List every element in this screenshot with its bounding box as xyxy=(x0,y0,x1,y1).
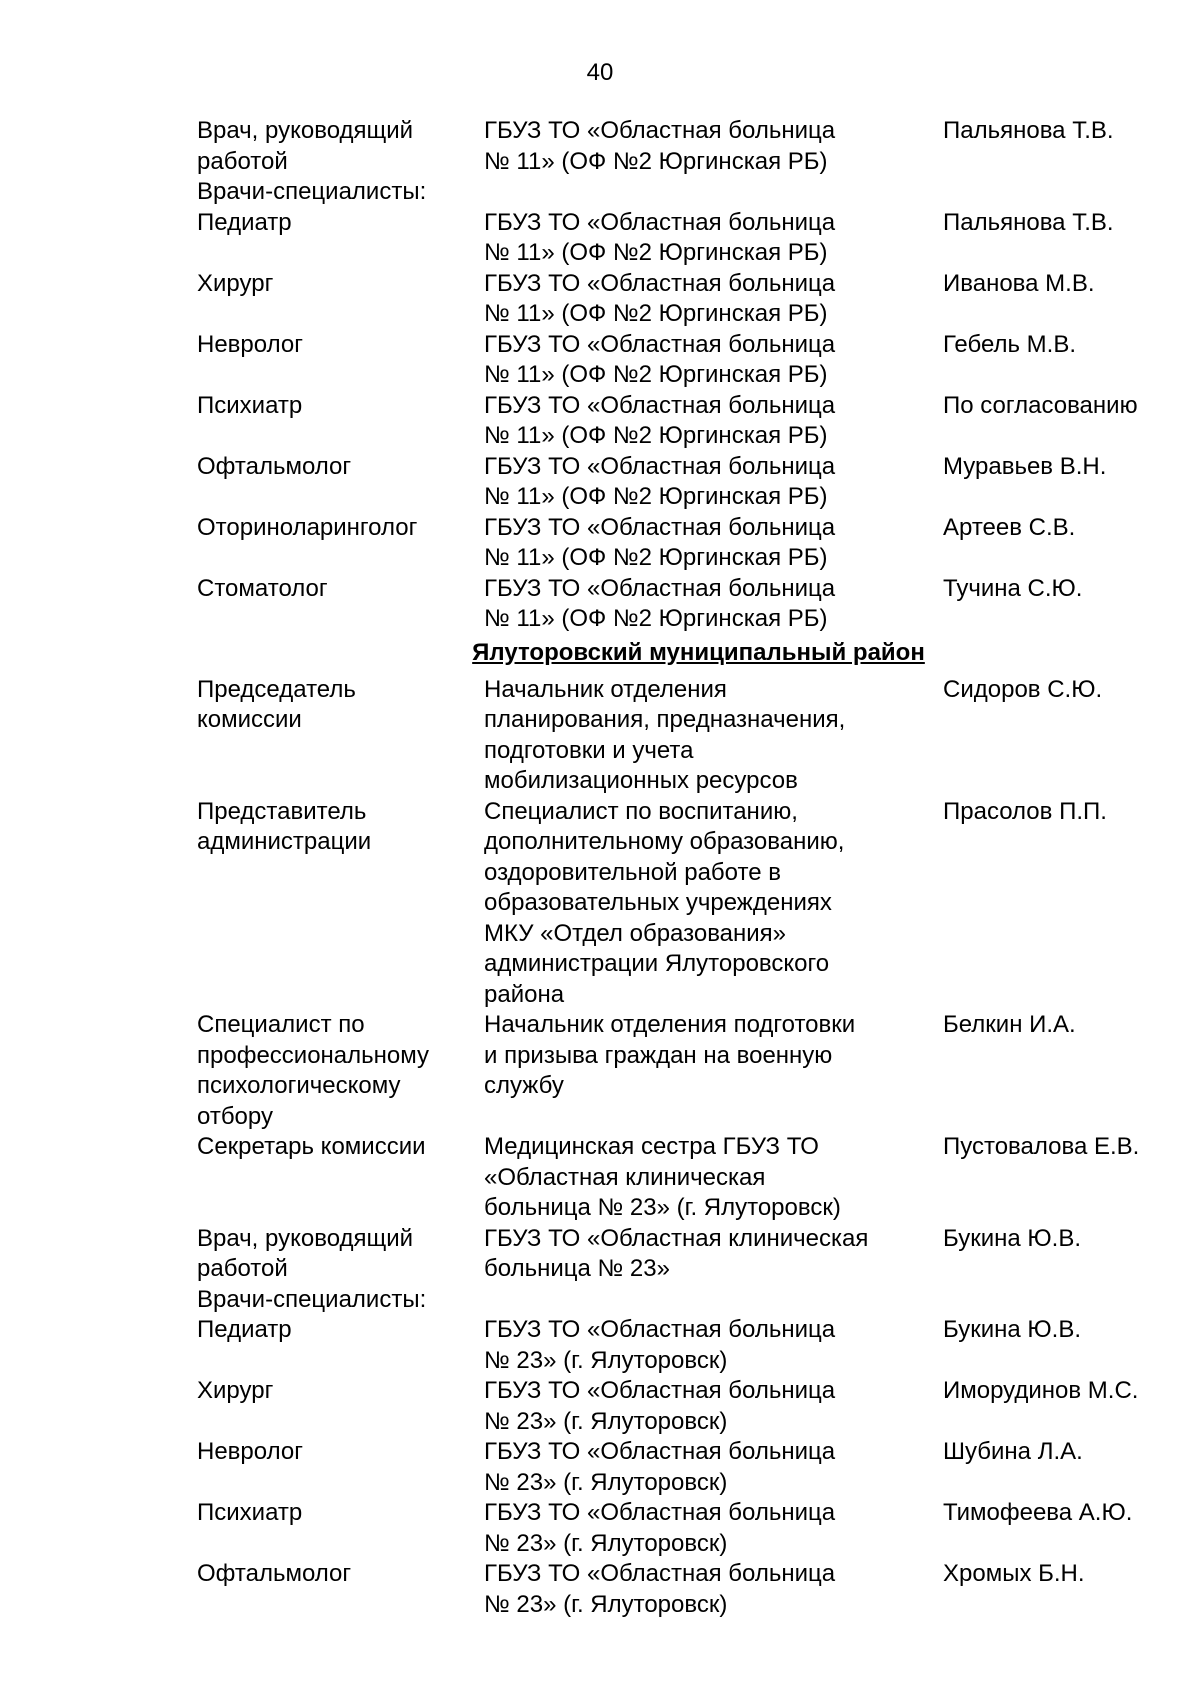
role-cell: Врач, руководящий работой xyxy=(197,1224,414,1282)
organization-cell: ГБУЗ ТО «Областная больница № 23» (г. Ялуторовск) xyxy=(484,1499,836,1557)
organization-cell: ГБУЗ ТО «Областная больница № 11» (ОФ №2 Юргинская РБ) xyxy=(484,574,836,632)
person-name-cell xyxy=(943,177,1182,208)
organization-cell: Начальник отделения подготовки и призыва граждан на военную службу xyxy=(484,1011,856,1099)
role-cell: Педиатр xyxy=(197,208,292,236)
role-cell: Офтальмолог xyxy=(197,1560,352,1587)
table-row xyxy=(197,1315,1182,1376)
organization-cell: ГБУЗ ТО «Областная больница № 11» (ОФ №2 Юргинская РБ) xyxy=(484,269,836,327)
role-cell: Психиатр xyxy=(197,1499,303,1526)
table-row xyxy=(197,675,1182,797)
table-row xyxy=(197,208,1182,269)
organization-cell: Специалист по воспитанию, дополнительному образованию, оздоровительной работе в образовательных учреждениях МКУ «Отдел образования» администрации Ялуторовского района xyxy=(484,797,845,1008)
person-name-cell: Сидоров С.Ю. xyxy=(943,675,1103,703)
table-row xyxy=(197,1437,1182,1498)
table-row xyxy=(197,330,1182,391)
role-cell: Врачи-специалисты: xyxy=(197,1285,427,1313)
person-name-cell: Прасолов П.П. xyxy=(943,797,1107,825)
table-row xyxy=(197,1559,1182,1620)
role-cell: Хирург xyxy=(197,269,274,297)
organization-cell: ГБУЗ ТО «Областная больница № 23» (г. Ялуторовск) xyxy=(484,1438,836,1496)
person-name-cell: Пальянова Т.В. xyxy=(943,117,1114,144)
role-cell: Врачи-специалисты: xyxy=(197,178,427,205)
organization-cell: ГБУЗ ТО «Областная больница № 11» (ОФ №2 Юргинская РБ) xyxy=(484,452,836,510)
organization-cell: ГБУЗ ТО «Областная больница № 11» (ОФ №2 Юргинская РБ) xyxy=(484,391,836,449)
organization-cell: ГБУЗ ТО «Областная больница № 11» (ОФ №2 Юргинская РБ) xyxy=(484,330,836,388)
role-cell: Педиатр xyxy=(197,1316,292,1343)
table-row xyxy=(197,116,1182,177)
person-name-cell: Тучина С.Ю. xyxy=(943,574,1083,602)
person-name-cell: Артеев С.В. xyxy=(943,513,1076,541)
role-cell: Председатель комиссии xyxy=(197,675,356,733)
organization-cell xyxy=(484,1285,943,1316)
table-row xyxy=(197,177,1182,208)
role-cell: Невролог xyxy=(197,330,303,358)
organization-cell: ГБУЗ ТО «Областная больница № 11» (ОФ №2 Юргинская РБ) xyxy=(484,117,836,175)
role-cell: Стоматолог xyxy=(197,574,328,602)
rows-before-section xyxy=(197,116,1182,635)
table-row xyxy=(197,797,1182,1011)
organization-cell: Медицинская сестра ГБУЗ ТО «Областная клиническая больница № 23» (г. Ялуторовск) xyxy=(484,1133,841,1221)
table-row xyxy=(197,391,1182,452)
person-name-cell: Букина Ю.В. xyxy=(943,1316,1081,1343)
section-title: Ялуторовский муниципальный район xyxy=(472,638,925,666)
rows-after-section xyxy=(197,675,1182,1621)
role-cell: Офтальмолог xyxy=(197,452,352,480)
person-name-cell: Шубина Л.А. xyxy=(943,1438,1083,1465)
organization-cell: ГБУЗ ТО «Областная больница № 23» (г. Ялуторовск) xyxy=(484,1377,836,1435)
table-row xyxy=(197,1132,1182,1224)
person-name-cell: Гебель М.В. xyxy=(943,330,1077,358)
table-row xyxy=(197,1010,1182,1132)
organization-cell: ГБУЗ ТО «Областная больница № 23» (г. Ялуторовск) xyxy=(484,1316,836,1374)
table-row xyxy=(197,513,1182,574)
role-cell: Специалист по профессиональному психологическому отбору xyxy=(197,1011,430,1130)
person-name-cell: Тимофеева А.Ю. xyxy=(943,1499,1133,1526)
person-name-cell: Иванова М.В. xyxy=(943,269,1095,297)
role-cell: Секретарь комиссии xyxy=(197,1133,426,1160)
table-row xyxy=(197,1498,1182,1559)
commission-table xyxy=(197,116,1182,1620)
person-name-cell: По согласованию xyxy=(943,391,1138,419)
organization-cell: ГБУЗ ТО «Областная больница № 11» (ОФ №2 Юргинская РБ) xyxy=(484,513,836,571)
role-cell: Представитель администрации xyxy=(197,797,372,855)
page-number: 40 xyxy=(586,59,614,86)
role-cell: Психиатр xyxy=(197,391,303,419)
organization-cell: Начальник отделения планирования, предназначения, подготовки и учета мобилизационных ресурсов xyxy=(484,675,846,794)
table-row xyxy=(197,1376,1182,1437)
organization-cell: ГБУЗ ТО «Областная больница № 23» (г. Ялуторовск) xyxy=(484,1560,836,1618)
person-name-cell: Букина Ю.В. xyxy=(943,1224,1081,1252)
role-cell: Невролог xyxy=(197,1438,303,1465)
organization-cell: ГБУЗ ТО «Областная больница № 11» (ОФ №2 Юргинская РБ) xyxy=(484,208,836,266)
organization-cell xyxy=(484,177,943,208)
role-cell: Оториноларинголог xyxy=(197,513,418,541)
table-row xyxy=(197,269,1182,330)
table-row xyxy=(197,1224,1182,1285)
person-name-cell: Белкин И.А. xyxy=(943,1011,1076,1038)
organization-cell: ГБУЗ ТО «Областная клиническая больница № 23» xyxy=(484,1224,869,1282)
role-cell: Хирург xyxy=(197,1377,274,1404)
table-row xyxy=(197,574,1182,635)
person-name-cell: Муравьев В.Н. xyxy=(943,452,1107,480)
role-cell: Врач, руководящий работой xyxy=(197,117,414,175)
person-name-cell: Хромых Б.Н. xyxy=(943,1560,1085,1587)
person-name-cell xyxy=(943,1285,1182,1316)
table-row xyxy=(197,452,1182,513)
table-row xyxy=(197,1285,1182,1316)
person-name-cell: Иморудинов М.С. xyxy=(943,1377,1139,1404)
person-name-cell: Пальянова Т.В. xyxy=(943,208,1114,236)
person-name-cell: Пустовалова Е.В. xyxy=(943,1133,1140,1160)
